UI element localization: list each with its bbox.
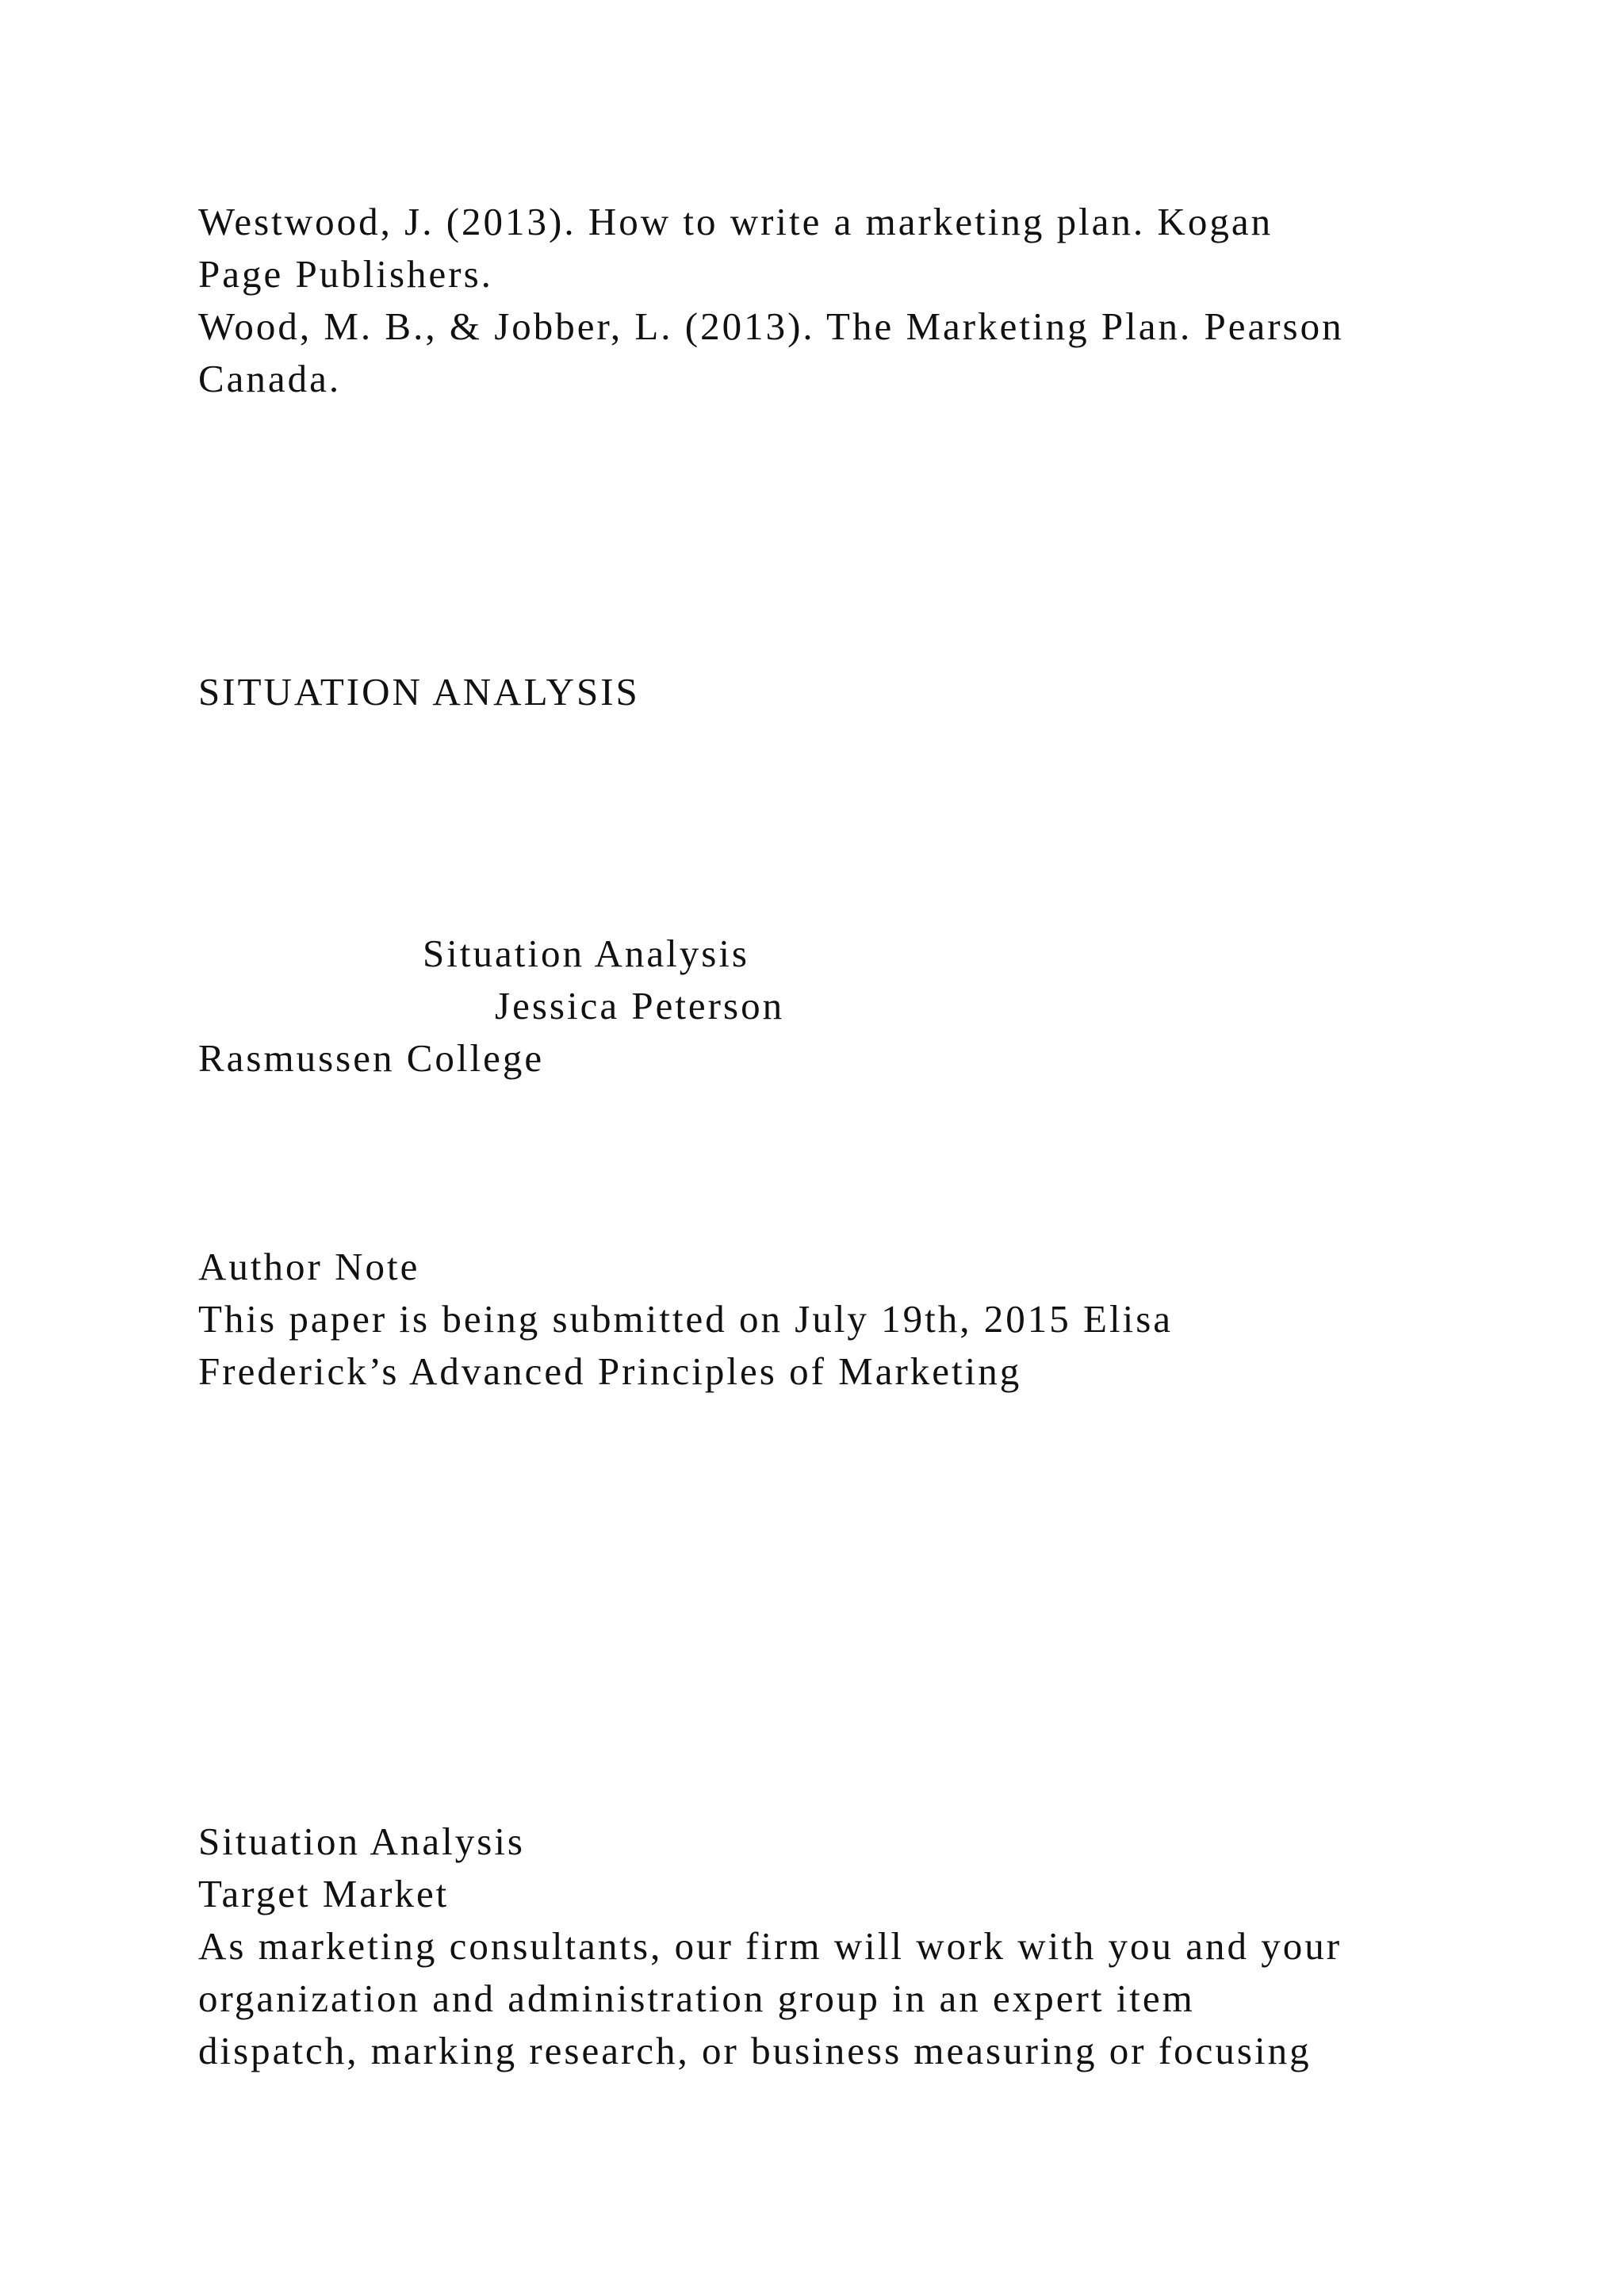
author-note-line: Frederick’s Advanced Principles of Marketing [198,1349,1022,1393]
author-name: Jessica Peterson [495,984,785,1027]
author-note-heading: Author Note [198,1245,420,1288]
body-paragraph-line: dispatch, marking research, or business measuring or focusing [198,2029,1312,2072]
author-note-line: This paper is being submitted on July 19th, 2015 Elisa [198,1297,1174,1341]
body-subheading: Target Market [198,1872,450,1915]
institution-name: Rasmussen College [198,1036,545,1080]
paper-title: Situation Analysis [423,932,750,975]
running-head: SITUATION ANALYSIS [198,670,640,714]
reference-line: Canada. [198,357,342,400]
reference-line: Wood, M. B., & Jobber, L. (2013). The Marketing Plan. Pearson [198,304,1344,348]
reference-line: Page Publishers. [198,252,493,296]
body-paragraph-line: organization and administration group in an expert item [198,1976,1195,2020]
body-title: Situation Analysis [198,1820,526,1863]
reference-line: Westwood, J. (2013). How to write a marketing plan. Kogan [198,200,1274,243]
body-paragraph-line: As marketing consultants, our firm will work with you and your [198,1924,1342,1968]
